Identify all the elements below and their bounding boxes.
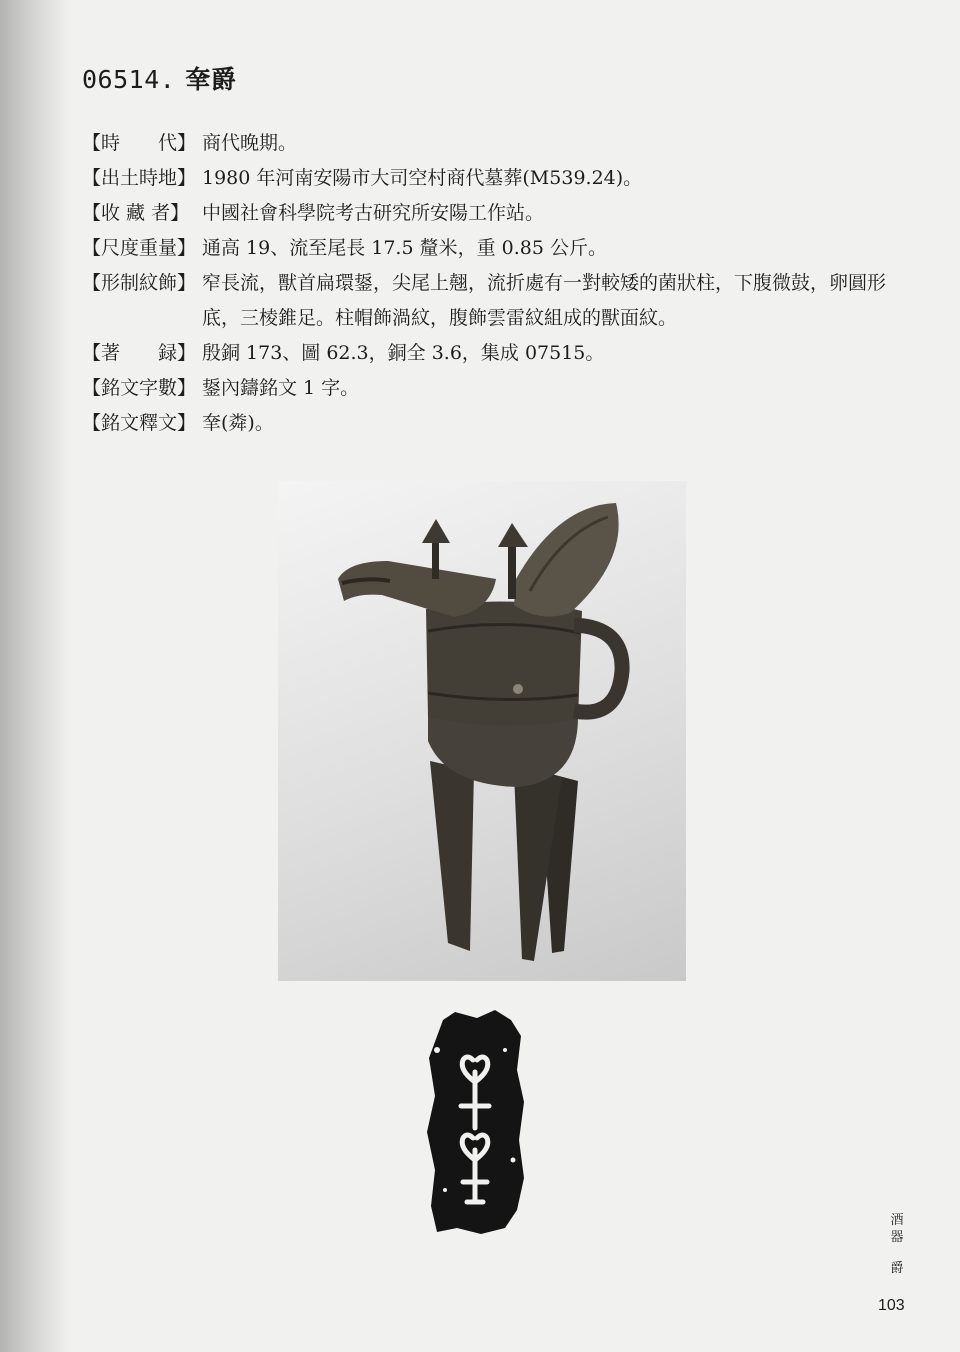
field-label: 【銘文釋文】 — [82, 412, 197, 434]
binding-shadow — [0, 0, 70, 1352]
field-label: 【形制紋飾】 — [82, 272, 197, 294]
field-inscription-text — [82, 406, 902, 441]
jue-vessel-illustration — [278, 481, 686, 981]
field-label: 【時 代】 — [82, 132, 197, 154]
entry-title — [82, 60, 236, 96]
field-bibliography — [82, 336, 902, 371]
rubbing-illustration — [425, 1010, 525, 1235]
side-label-subcategory: 爵 — [890, 1261, 904, 1276]
field-label: 【著 録】 — [82, 342, 197, 364]
field-inscription-count — [82, 371, 902, 406]
inscription-rubbing — [425, 1010, 525, 1235]
vessel-photo — [278, 481, 686, 981]
field-value: 窄長流，獸首扁環鋬，尖尾上翹，流折處有一對較矮的菌狀柱，下腹微鼓，卵圓形底，三棱錐足。柱帽飾渦紋，腹飾雲雷紋組成的獸面紋。 — [202, 272, 887, 329]
field-label: 【銘文字數】 — [82, 377, 197, 399]
field-dimensions — [82, 231, 902, 266]
field-label: 【收 藏 者】 — [82, 202, 190, 224]
catalog-fields — [82, 126, 902, 441]
field-value: 鋬內鑄銘文 1 字。 — [202, 377, 360, 399]
entry-number: 06514. — [82, 65, 176, 94]
side-label-spacer — [885, 1246, 909, 1260]
section-side-label — [885, 1212, 909, 1277]
field-value: 1980 年河南安陽市大司空村商代墓葬(M539.24)。 — [202, 167, 643, 189]
page-number: 103 — [878, 1297, 905, 1314]
side-label-category: 酒 器 — [890, 1213, 904, 1245]
field-form-decoration — [82, 266, 902, 336]
field-value: 殷銅 173、圖 62.3，銅全 3.6，集成 07515。 — [202, 342, 605, 364]
field-value: 通高 19、流至尾長 17.5 釐米，重 0.85 公斤。 — [202, 237, 607, 259]
field-value: 中國社會科學院考古研究所安陽工作站。 — [202, 202, 545, 224]
field-period — [82, 126, 902, 161]
field-excavation — [82, 161, 902, 196]
field-collection — [82, 196, 902, 231]
field-value: 羍(粦)。 — [202, 412, 274, 434]
field-value: 商代晚期。 — [202, 132, 298, 154]
field-label: 【尺度重量】 — [82, 237, 197, 259]
entry-name: 羍爵 — [185, 65, 237, 94]
field-label: 【出土時地】 — [82, 167, 197, 189]
